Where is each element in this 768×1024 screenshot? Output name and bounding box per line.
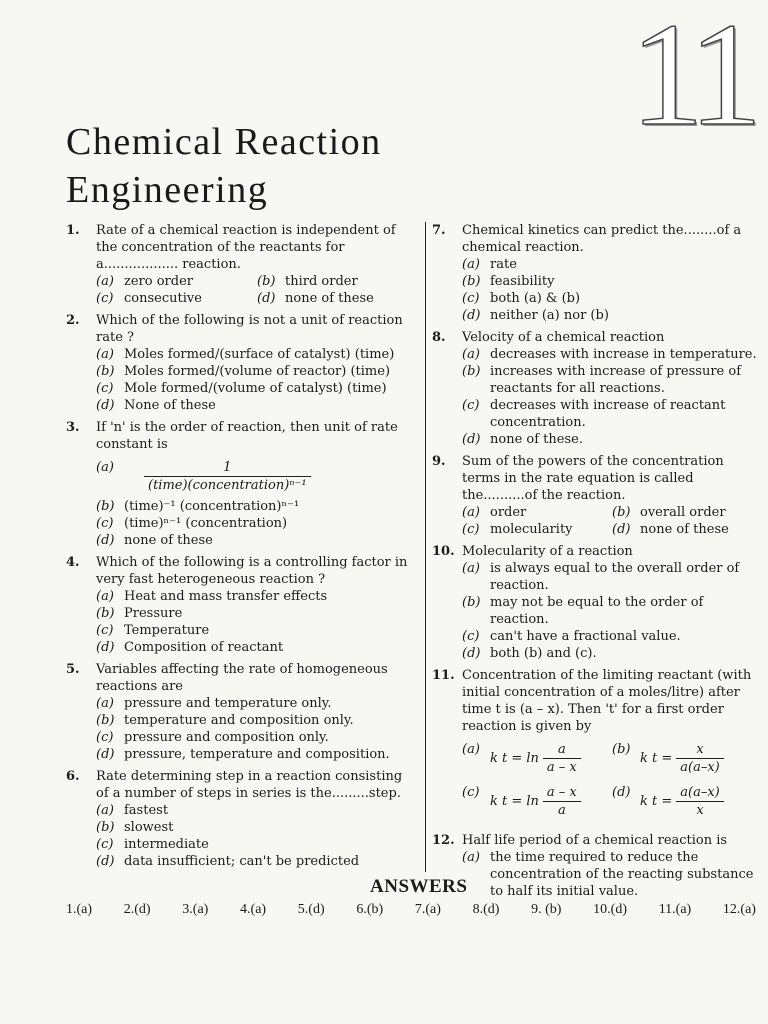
option-text: Pressure: [124, 606, 183, 621]
option: [96, 836, 418, 853]
formula-option: [462, 741, 612, 776]
question-text: Molecularity of a reaction: [462, 544, 633, 559]
option-text: neither (a) nor (b): [490, 308, 609, 323]
answer-item: 5.(d): [297, 902, 325, 917]
formula-grid: [462, 741, 762, 827]
option: [462, 628, 762, 645]
fraction: [144, 459, 311, 494]
option-text: Mole formed/(volume of catalyst) (time): [124, 381, 387, 396]
options-list: [96, 802, 418, 870]
option-label: (b): [96, 820, 115, 835]
option-label: (d): [462, 432, 481, 447]
option-text: overall order: [640, 505, 726, 520]
formula-option: [612, 741, 762, 776]
question-text: Rate of a chemical reaction is independent of the concentration of the reactants for a.................. reaction.: [96, 223, 396, 272]
answers-title: ANSWERS: [370, 876, 468, 897]
fraction-numerator: 1: [144, 459, 311, 477]
option-label: (b): [257, 274, 276, 289]
answers-row: [66, 902, 756, 918]
question: [66, 222, 418, 307]
option: [96, 273, 257, 290]
option-label: (b): [612, 505, 631, 520]
formula: [490, 741, 581, 776]
option-text: Temperature: [124, 623, 210, 638]
question-text: Rate determining step in a reaction consisting of a number of steps in series is the.........step.: [96, 769, 403, 801]
options-grid: [96, 273, 418, 307]
option: [96, 532, 418, 549]
fraction-denominator: (time)(concentration)ⁿ⁻¹: [148, 478, 307, 493]
fraction-denominator: a – x: [546, 760, 577, 775]
option-fraction: [96, 459, 418, 494]
option-label: (b): [462, 595, 481, 610]
question-text: Concentration of the limiting reactant (with initial concentration of a moles/litre) after time t is (a – x). Then 't' for a first order reaction is given by: [462, 668, 752, 734]
question-number: 8.: [432, 330, 446, 345]
option-text: pressure, temperature and composition.: [124, 747, 390, 762]
question-number: 6.: [66, 769, 80, 784]
option: [462, 504, 612, 521]
options-list: [96, 498, 418, 549]
option: [96, 346, 418, 363]
option-text: decreases with increase of reactant concentration.: [490, 398, 726, 430]
option-text: may not be equal to the order of reaction.: [490, 595, 704, 627]
formula: [640, 784, 724, 819]
option-text: (time)⁻¹ (concentration)ⁿ⁻¹: [124, 499, 300, 514]
option: [462, 290, 762, 307]
option: [96, 802, 418, 819]
option-label: (b): [612, 742, 631, 757]
question-number: 7.: [432, 223, 446, 238]
question: [432, 543, 762, 662]
question-number: 10.: [432, 544, 455, 559]
question-text: If 'n' is the order of reaction, then unit of rate constant is: [96, 420, 398, 452]
fraction-denominator: a: [557, 803, 566, 818]
question-number: 5.: [66, 662, 80, 677]
question: [66, 661, 418, 763]
option-text: pressure and temperature only.: [124, 696, 332, 711]
option: [96, 588, 418, 605]
option: [96, 498, 418, 515]
question-text: Which of the following is not a unit of reaction rate ?: [96, 313, 403, 345]
question: [432, 222, 762, 324]
answer-item: 2.(d): [123, 902, 151, 917]
options-list: [462, 256, 762, 324]
option-text: both (a) & (b): [490, 291, 581, 306]
option: [612, 504, 762, 521]
option: [96, 622, 418, 639]
question-number: 4.: [66, 555, 80, 570]
option-text: feasibility: [490, 274, 555, 289]
option-label: (a): [96, 696, 114, 711]
options-list: [96, 346, 418, 414]
answer-item: 10.(d): [593, 902, 627, 917]
option-label: (c): [462, 398, 480, 413]
option-label: (d): [96, 398, 115, 413]
option: [96, 729, 418, 746]
option-label: (c): [96, 291, 114, 306]
option-text: consecutive: [124, 291, 202, 306]
option: [462, 431, 762, 448]
question: [432, 329, 762, 448]
option-label: (d): [96, 640, 115, 655]
answer-item: 11.(a): [658, 902, 692, 917]
option-label: (a): [96, 274, 114, 289]
question-text: Sum of the powers of the concentration terms in the rate equation is called the..........of the reaction.: [462, 454, 724, 503]
option: [612, 521, 762, 538]
option-label: (c): [96, 381, 114, 396]
option-text: temperature and composition only.: [124, 713, 354, 728]
option-text: none of these: [640, 522, 729, 537]
option-label: (a): [96, 589, 114, 604]
option-label: (a): [462, 347, 480, 362]
chapter-number: 11: [630, 0, 753, 157]
option: [96, 605, 418, 622]
option-text: (time)ⁿ⁻¹ (concentration): [124, 516, 288, 531]
question: [66, 768, 418, 870]
chapter-title-line2: Engineering: [66, 169, 269, 211]
fraction-numerator: x: [676, 741, 723, 759]
option: [96, 363, 418, 380]
question: [66, 554, 418, 656]
option-text: intermediate: [124, 837, 209, 852]
option: [96, 819, 418, 836]
fraction: [676, 741, 723, 776]
question: [432, 832, 762, 900]
formula-lhs: k t =: [640, 794, 673, 809]
answer-item: 1.(a): [66, 902, 93, 917]
option-label: (b): [96, 499, 115, 514]
option-label: (a): [462, 742, 480, 757]
option-text: none of these: [285, 291, 374, 306]
option-text: zero order: [124, 274, 193, 289]
question: [432, 667, 762, 827]
option-label: (b): [96, 364, 115, 379]
option: [96, 746, 418, 763]
option-label: (d): [96, 747, 115, 762]
option: [257, 273, 418, 290]
question-text: Which of the following is a controlling factor in very fast heterogeneous reaction ?: [96, 555, 408, 587]
option: [462, 521, 612, 538]
option: [462, 849, 762, 900]
fraction-denominator: x: [696, 803, 704, 818]
option: [96, 712, 418, 729]
options-list: [462, 346, 762, 448]
question-text: Variables affecting the rate of homogeneous reactions are: [96, 662, 388, 694]
option: [462, 397, 762, 431]
option-text: None of these: [124, 398, 216, 413]
option: [462, 273, 762, 290]
option: [462, 346, 762, 363]
option-text: increases with increase of pressure of reactants for all reactions.: [490, 364, 742, 396]
options-grid: [462, 504, 762, 538]
option-text: is always equal to the overall order of reaction.: [490, 561, 740, 593]
option-label: (d): [612, 785, 631, 800]
option: [462, 594, 762, 628]
column-divider: [425, 222, 426, 872]
options-list: [462, 560, 762, 662]
option-label: (c): [462, 291, 480, 306]
fraction-numerator: a: [543, 741, 581, 759]
answer-item: 6.(b): [356, 902, 384, 917]
question-number: 3.: [66, 420, 80, 435]
chapter-title-line1: Chemical Reaction: [66, 121, 382, 163]
option: [462, 560, 762, 594]
option-label: (a): [462, 561, 480, 576]
chapter-title: [66, 118, 382, 214]
option-text: fastest: [124, 803, 169, 818]
options-list: [462, 849, 762, 900]
answer-item: 9. (b): [531, 902, 562, 917]
option: [96, 639, 418, 656]
option-text: none of these.: [490, 432, 583, 447]
option-label: (c): [462, 629, 480, 644]
answer-item: 4.(a): [240, 902, 267, 917]
question-number: 2.: [66, 313, 80, 328]
option-label: (d): [257, 291, 276, 306]
formula: [490, 784, 581, 819]
option-label: (c): [96, 837, 114, 852]
option-text: molecularity: [490, 522, 573, 537]
option-text: data insufficient; can't be predicted: [124, 854, 360, 869]
option-text: Moles formed/(volume of reactor) (time): [124, 364, 391, 379]
question-text: Chemical kinetics can predict the........of a chemical reaction.: [462, 223, 742, 255]
option-text: order: [490, 505, 527, 520]
question-number: 1.: [66, 223, 80, 238]
option: [462, 363, 762, 397]
option-label: (c): [462, 522, 480, 537]
option: [96, 515, 418, 532]
option: [96, 380, 418, 397]
question-number: 9.: [432, 454, 446, 469]
fraction-numerator: a(a–x): [676, 784, 723, 802]
answer-item: 7.(a): [414, 902, 441, 917]
option-label: (b): [96, 606, 115, 621]
answer-item: 12.(a): [722, 902, 756, 917]
option-label: (d): [612, 522, 631, 537]
right-column: [432, 222, 762, 905]
option-label: (a): [462, 505, 480, 520]
option-text: Moles formed/(surface of catalyst) (time): [124, 347, 395, 362]
option: [96, 695, 418, 712]
option-label: (a): [96, 347, 114, 362]
option-label: (c): [96, 516, 114, 531]
option-label: (d): [462, 646, 481, 661]
question: [432, 453, 762, 538]
options-list: [96, 695, 418, 763]
question-number: 11.: [432, 668, 455, 683]
option-text: can't have a fractional value.: [490, 629, 681, 644]
option-label: (d): [462, 308, 481, 323]
option-label: (a): [96, 803, 114, 818]
fraction: [676, 784, 723, 819]
option-text: rate: [490, 257, 517, 272]
option-label: (d): [96, 533, 115, 548]
option: [96, 397, 418, 414]
fraction: [543, 784, 581, 819]
option-text: none of these: [124, 533, 213, 548]
option-label: (c): [462, 785, 480, 800]
option: [96, 290, 257, 307]
option-label: (c): [96, 623, 114, 638]
formula-lhs: k t = ln: [490, 751, 539, 766]
fraction: [543, 741, 581, 776]
option-label: (d): [96, 854, 115, 869]
option-text: slowest: [124, 820, 174, 835]
option-label: (a): [462, 257, 480, 272]
formula: [640, 741, 724, 776]
option-text: third order: [285, 274, 358, 289]
option-label: (b): [462, 274, 481, 289]
option-text: Heat and mass transfer effects: [124, 589, 328, 604]
option-text: both (b) and (c).: [490, 646, 597, 661]
question-text: Velocity of a chemical reaction: [462, 330, 665, 345]
answer-item: 3.(a): [182, 902, 209, 917]
option-text: the time required to reduce the concentration of the reacting substance to half its initial value.: [490, 850, 754, 899]
fraction-denominator: a(a–x): [680, 760, 720, 775]
formula-lhs: k t =: [640, 751, 673, 766]
options-list: [96, 588, 418, 656]
option: [462, 645, 762, 662]
option-text: pressure and composition only.: [124, 730, 329, 745]
formula-option: [612, 784, 762, 819]
option-text: decreases with increase in temperature.: [490, 347, 757, 362]
option: [257, 290, 418, 307]
option: [96, 853, 418, 870]
formula-option: [462, 784, 612, 819]
question: [66, 312, 418, 414]
formula-lhs: k t = ln: [490, 794, 539, 809]
option-label: (b): [96, 713, 115, 728]
question-number: 12.: [432, 833, 455, 848]
option-text: Composition of reactant: [124, 640, 284, 655]
option-label: (a): [462, 850, 480, 865]
option-label: (a): [96, 460, 114, 475]
option-label: (b): [462, 364, 481, 379]
option: [462, 256, 762, 273]
answer-item: 8.(d): [472, 902, 500, 917]
fraction-numerator: a – x: [543, 784, 581, 802]
left-column: [66, 222, 418, 875]
option: [462, 307, 762, 324]
question: [66, 419, 418, 549]
question-text: Half life period of a chemical reaction is: [462, 833, 728, 848]
option-label: (c): [96, 730, 114, 745]
